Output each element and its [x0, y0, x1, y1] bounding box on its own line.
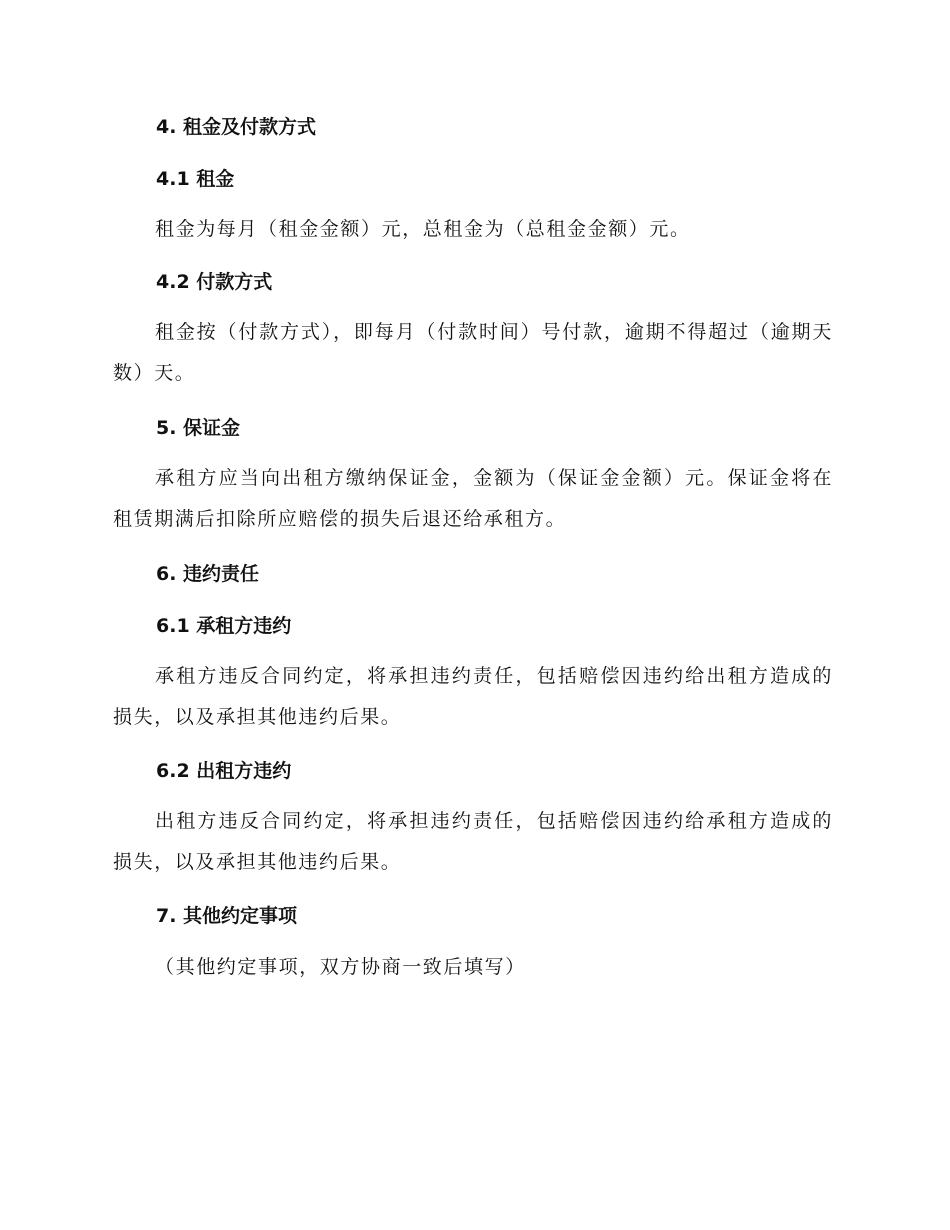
section-6-1-paragraph: 承租方违反合同约定，将承担违约责任，包括赔偿因违约给出租方造成的损失，以及承担其他违约后果。 [113, 665, 833, 728]
section-5-paragraph: 承租方应当向出租方缴纳保证金，金额为（保证金金额）元。保证金将在租赁期满后扣除所应赔偿的损失后退还给承租方。 [113, 467, 833, 530]
section-6-1-heading: 6.1 承租方违约 [156, 615, 292, 637]
section-4-1-paragraph: 租金为每月（租金金额）元，总租金为（总租金金额）元。 [155, 218, 691, 240]
section-4-1-heading: 4.1 租金 [156, 168, 235, 190]
section-4-2-heading: 4.2 付款方式 [156, 271, 273, 293]
section-4-2-paragraph: 租金按（付款方式），即每月（付款时间）号付款，逾期不得超过（逾期天数）天。 [113, 321, 833, 384]
section-5-heading: 5. 保证金 [156, 417, 241, 439]
section-7-heading: 7. 其他约定事项 [156, 905, 298, 927]
section-7-paragraph: （其他约定事项，双方协商一致后填写） [155, 956, 526, 978]
section-6-heading: 6. 违约责任 [156, 563, 260, 585]
section-6-2-heading: 6.2 出租方违约 [156, 760, 292, 782]
section-6-2-paragraph: 出租方违反合同约定，将承担违约责任，包括赔偿因违约给承租方造成的损失，以及承担其他违约后果。 [113, 810, 833, 873]
section-4-heading: 4. 租金及付款方式 [156, 116, 317, 138]
